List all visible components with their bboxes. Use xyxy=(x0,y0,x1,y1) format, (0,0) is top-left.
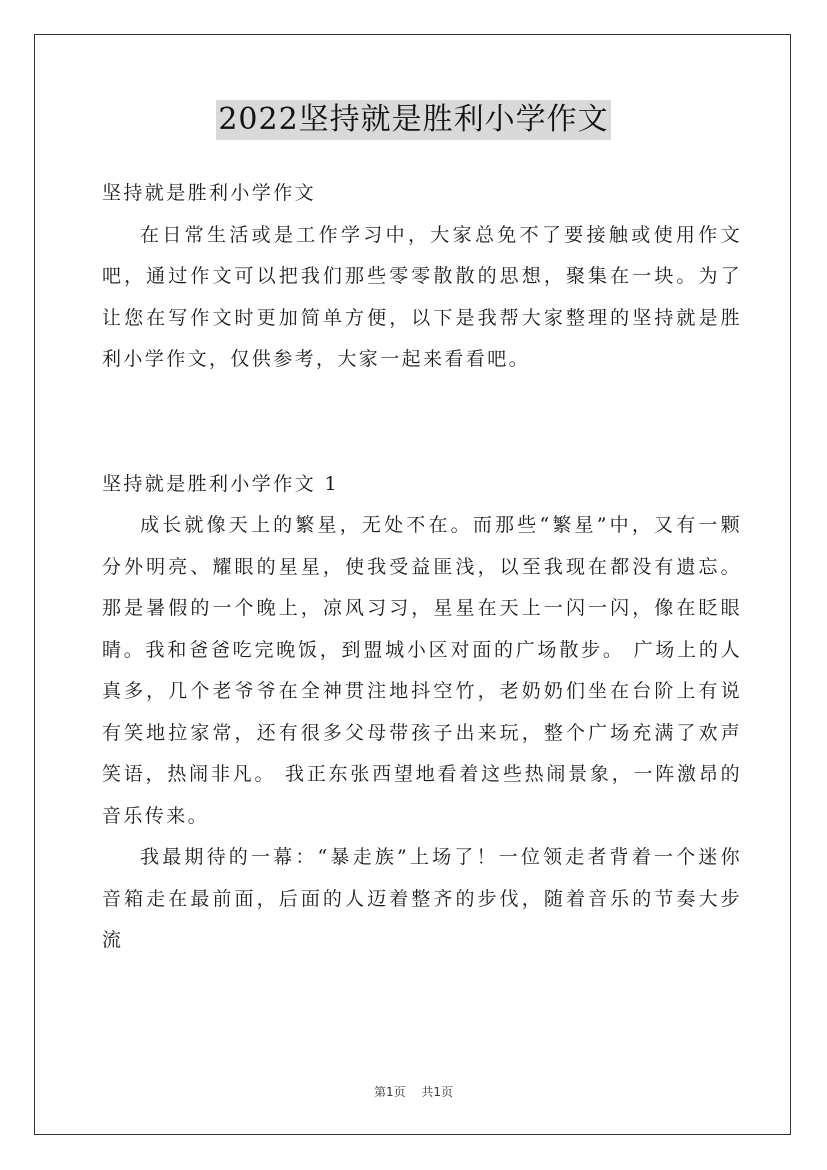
page-number-current: 第1页 xyxy=(373,1085,406,1099)
document-body xyxy=(102,173,742,962)
section-spacer xyxy=(102,381,742,464)
title-container xyxy=(0,100,827,140)
essay1-paragraph-1: 成长就像天上的繁星，无处不在。而那些“繁星”中，又有一颗分外明亮、耀眼的星星，使我受益匪浅，以至我现在都没有遗忘。 那是暑假的一个晚上，凉风习习，星星在天上一闪一闪，像在眨眼睛。我和爸爸吃完晚饭，到盟城小区对面的广场散步。 广场上的人真多，几个老爷爷在全神贯注地抖空竹，老奶奶们坐在台阶上有说有笑地拉家常，还有很多父母带孩子出来玩，整个广场充满了欢声笑语，热闹非凡。 我正东张西望地看着这些热闹景象，一阵激昂的音乐传来。 xyxy=(102,514,742,827)
document-title: 2022坚持就是胜利小学作文 xyxy=(216,100,610,140)
essay1-paragraph-2: 我最期待的一幕：“暴走族”上场了！一位领走者背着一个迷你音箱走在最前面，后面的人迈着整齐的步伐，随着音乐的节奏大步流 xyxy=(102,846,742,951)
essay1-heading: 坚持就是胜利小学作文 1 xyxy=(102,472,339,495)
page-footer xyxy=(0,1083,827,1100)
intro-heading: 坚持就是胜利小学作文 xyxy=(102,182,317,204)
page-number-total: 共1页 xyxy=(421,1085,454,1099)
intro-paragraph: 在日常生活或是工作学习中，大家总免不了要接触或使用作文吧，通过作文可以把我们那些零零散散的思想，聚集在一块。为了让您在写作文时更加简单方便，以下是我帮大家整理的坚持就是胜利小学作文，仅供参考，大家一起来看看吧。 xyxy=(102,223,742,370)
